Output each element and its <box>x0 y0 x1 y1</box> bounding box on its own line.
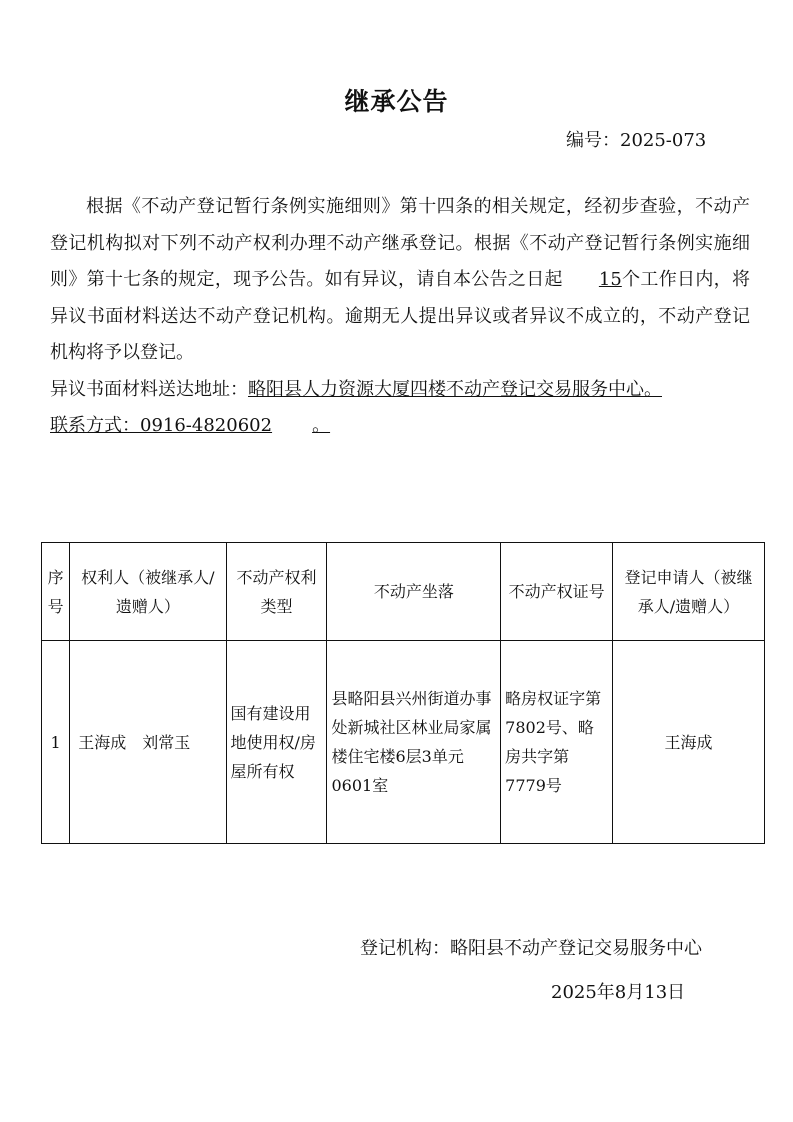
cell-owner <box>70 641 226 844</box>
paragraph-text: 根据《不动产登记暂行条例实施细则》第十四条的相关规定，经初步查验，不动产登记机构拟对下列不动产权利办理不动产继承登记。根据《不动产登记暂行条例实施细则》第十七条的规定，现予公告。如有异议，请自本公告之日起 <box>50 196 750 290</box>
notice-paragraph <box>50 189 750 372</box>
address-label: 异议书面材料送达地址： <box>50 378 248 400</box>
contact-value: 0916-4820602 <box>140 415 273 436</box>
header-location: 不动产坐落 <box>327 543 501 641</box>
document-number: 编号：2025-073 <box>566 130 707 151</box>
table-row <box>42 641 765 844</box>
property-table <box>41 542 765 844</box>
contact-end: 。 <box>312 415 331 436</box>
notice-title: 继承公告 <box>344 87 449 116</box>
header-cert: 不动产权证号 <box>501 543 613 641</box>
header-seq: 序号 <box>42 543 70 641</box>
cell-applicant: 王海成 <box>612 641 764 844</box>
cell-right-type: 国有建设用地使用权/房屋所有权 <box>226 641 327 844</box>
contact-line <box>50 408 750 445</box>
paragraph-text-end: 个工作日内，将异议书面材料送达不动产登记机构。逾期无人提出异议或者异议不成立的，不动产登记机构将予以登记。 <box>50 269 750 363</box>
cell-location: 县略阳县兴州街道办事处新城社区林业局家属楼住宅楼6层3单元0601室 <box>327 641 501 844</box>
address-value: 略阳县人力资源大厦四楼不动产登记交易服务中心。 <box>248 378 662 400</box>
cell-cert: 略房权证字第7802号、略房共字第7779号 <box>501 641 613 844</box>
owner-name: 刘常玉 <box>142 732 191 752</box>
notice-body <box>50 189 750 445</box>
header-applicant: 登记申请人（被继承人/遗赠人） <box>612 543 764 641</box>
table-header-row <box>42 543 765 641</box>
cell-seq: 1 <box>42 641 70 844</box>
header-right-type: 不动产权利类型 <box>226 543 327 641</box>
owner-name: 王海成 <box>78 732 127 752</box>
address-line <box>50 372 750 409</box>
objection-days: 15 <box>598 269 622 290</box>
header-owner: 权利人（被继承人/遗赠人） <box>70 543 226 641</box>
contact-label: 联系方式： <box>50 415 140 436</box>
registration-authority: 登记机构：略阳县不动产登记交易服务中心 <box>360 938 702 959</box>
notice-date: 2025年8月13日 <box>551 982 686 1003</box>
